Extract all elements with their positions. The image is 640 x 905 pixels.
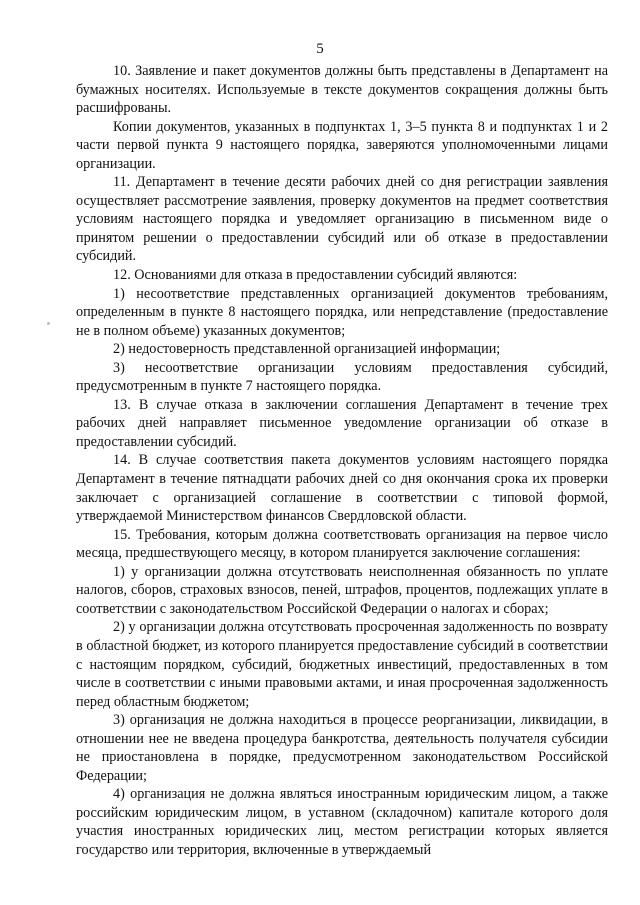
paragraph-12-item-2: 2) недостоверность представленной организацией информации; [113, 341, 501, 358]
paragraph-12-item-3: 3) несоответствие организации условиям предоставления субсидий, предусмотренным в пункте 7 настоящего порядка. [76, 359, 608, 395]
paragraph-copies: Копии документов, указанных в подпунктах 1, 3–5 пункта 8 и подпунктах 1 и 2 части первой пункта 9 настоящего порядка, заверяются уполномоченными лицами организации. [76, 118, 608, 172]
paragraph-15-item-2: 2) у организации должна отсутствовать просроченная задолженность по возврату в областной бюджет, из которого планируется предоставление субсидий в соответствии с настоящим порядком, субсидий, бюджетных инвестиций, предоставленных в том числе в соответствии с иными правовыми актами, и иная просроченная задолженность перед областным бюджетом; [76, 619, 608, 710]
paragraph-12-item-1: 1) несоответствие представленных организацией документов требованиям, определенным в пункте 8 настоящего порядка, или непредставление (предоставление не в полном объеме) указанных документов; [76, 285, 608, 339]
paragraph-15-item-3: 3) организация не должна находиться в процессе реорганизации, ликвидации, в отношении нее не введена процедура банкротства, деятельность получателя субсидии не приостановлена в порядке, предусмотренном законодательством Российской Федерации; [76, 712, 608, 784]
paragraph-15: 15. Требования, которым должна соответствовать организация на первое число месяца, предшествующего месяцу, в котором планируется заключение соглашения: [76, 526, 608, 562]
paragraph-12: 12. Основаниями для отказа в предоставлении субсидий являются: [113, 267, 518, 284]
paragraph-15-item-4: 4) организация не должна являться иностранным юридическим лицом, а также российским юридическим лицом, в уставном (складочном) капитале которого доля участия иностранных юридических лиц, местом регистрации которых является государство или территория, включенные в утверждаемый [76, 786, 608, 858]
paragraph-11: 11. Департамент в течение десяти рабочих дней со дня регистрации заявления осуществляет рассмотрение заявления, проверку документов на предмет соответствия условиям настоящего порядка и уведомляет организацию в письменном виде о принятом решении о предоставлении субсидий или об отказе в предоставлении субсидий. [76, 174, 608, 265]
paragraph-13: 13. В случае отказа в заключении соглашения Департамент в течение трех рабочих дней направляет письменное уведомление организации об отказе в предоставлении субсидий. [76, 396, 608, 450]
margin-mark [47, 322, 50, 325]
page-number: 5 [316, 41, 324, 57]
paragraph-14: 14. В случае соответствия пакета документов условиям настоящего порядка Департамент в течение пятнадцати рабочих дней со дня окончания срока их проверки заключает с организацией соглашение в соответствии с типовой формой, утверждаемой Министерством финансов Свердловской области. [76, 452, 608, 525]
paragraph-15-item-1: 1) у организации должна отсутствовать неисполненная обязанность по уплате налогов, сборов, страховых взносов, пеней, штрафов, процентов, подлежащих уплате в соответствии с законодательством Российской Федерации о налогах и сборах; [76, 563, 608, 617]
paragraph-10: 10. Заявление и пакет документов должны быть представлены в Департамент на бумажных носителях. Используемые в тексте документов сокращения должны быть расшифрованы. [76, 63, 608, 117]
document-body [76, 62, 608, 860]
